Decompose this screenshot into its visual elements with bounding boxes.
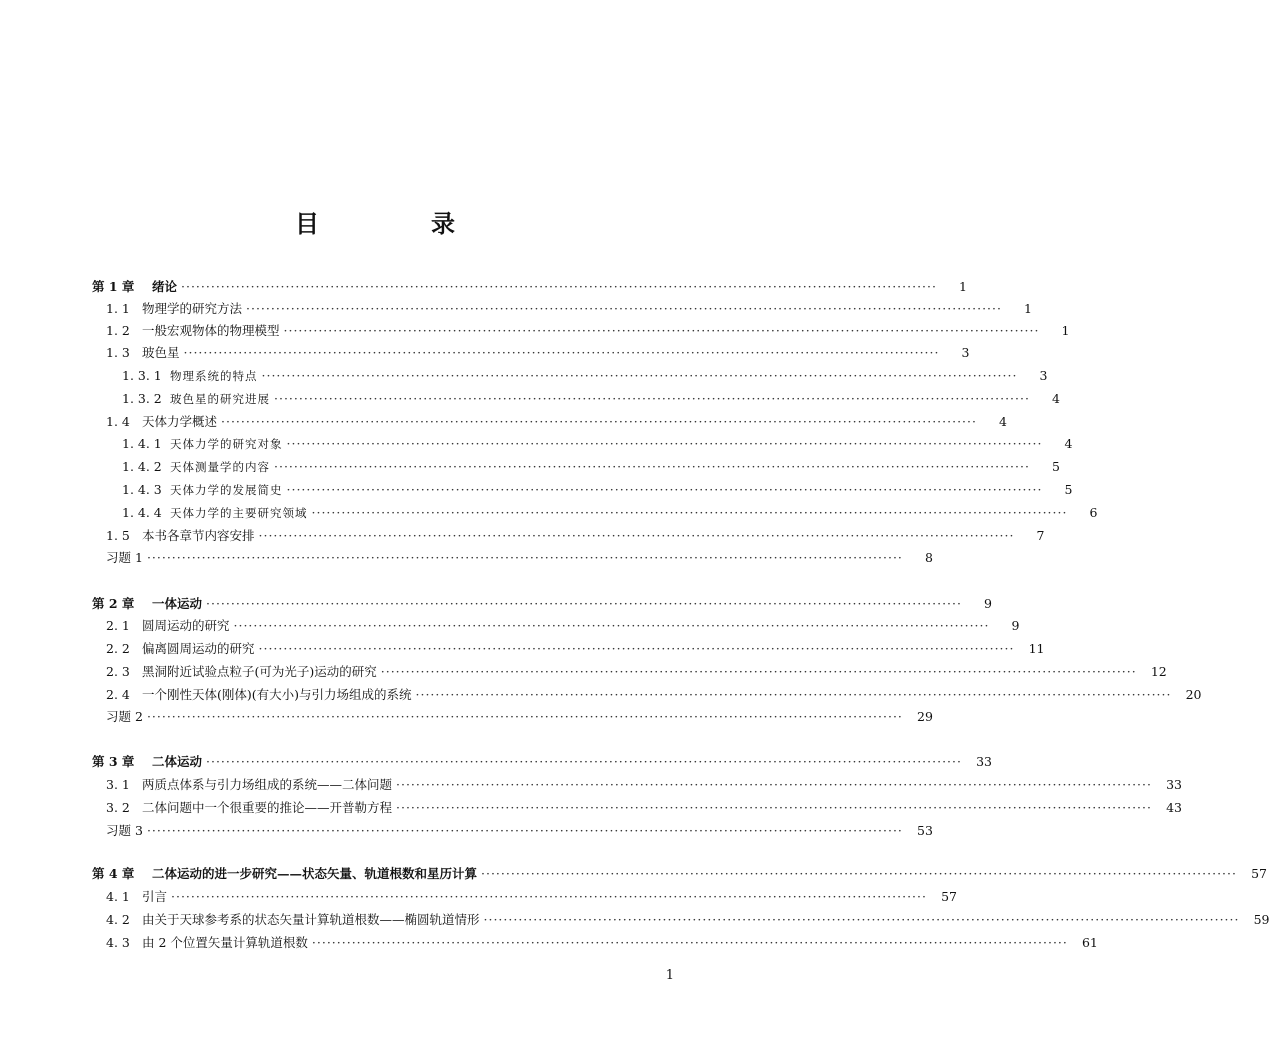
toc-title: 习题 3 bbox=[106, 823, 143, 838]
toc-page-number: 33 bbox=[1166, 777, 1182, 792]
dot-leader bbox=[396, 774, 1152, 796]
toc-page-number: 9 bbox=[1011, 618, 1020, 633]
toc-number: 1. 5 bbox=[106, 528, 130, 543]
toc-title: 二体问题中一个很重要的推论——开普勒方程 bbox=[142, 800, 393, 815]
toc-page-number: 57 bbox=[1251, 866, 1267, 881]
toc-section[interactable] bbox=[0, 615, 1020, 637]
dot-leader bbox=[284, 320, 1040, 342]
toc-number: 第 2 章 bbox=[92, 596, 135, 611]
dot-leader bbox=[312, 502, 1068, 524]
dot-leader bbox=[147, 820, 903, 842]
toc-title: 二体运动的进一步研究——状态矢量、轨道根数和星历计算 bbox=[152, 866, 478, 881]
dot-leader bbox=[246, 298, 1002, 320]
toc-page-number: 59 bbox=[1253, 912, 1269, 927]
toc-title: 玻色星 bbox=[142, 345, 180, 360]
toc-page-number: 9 bbox=[984, 596, 992, 611]
toc-number: 2. 3 bbox=[106, 664, 130, 679]
toc-number: 1. 4. 4 bbox=[122, 505, 162, 520]
toc-number: 第 1 章 bbox=[92, 279, 135, 294]
dot-leader bbox=[287, 479, 1043, 501]
toc-title: 天体测量学的内容 bbox=[170, 460, 270, 474]
toc-page-number: 1 bbox=[1061, 323, 1070, 338]
dot-leader bbox=[171, 886, 927, 908]
dot-leader bbox=[416, 684, 1172, 706]
toc-chapter-2[interactable] bbox=[0, 593, 992, 615]
toc-page-number: 1 bbox=[1024, 301, 1032, 316]
toc-subsection[interactable] bbox=[0, 365, 1048, 387]
toc-number: 4. 1 bbox=[106, 889, 130, 904]
toc-title: 圆周运动的研究 bbox=[142, 618, 230, 633]
toc-title: 习题 1 bbox=[106, 550, 143, 565]
toc-title: 本书各章节内容安排 bbox=[142, 528, 255, 543]
toc-title: 绪论 bbox=[152, 279, 178, 294]
dot-leader bbox=[206, 751, 962, 773]
toc-title: 玻色星的研究进展 bbox=[170, 392, 270, 406]
dot-leader bbox=[396, 797, 1152, 819]
toc-section[interactable] bbox=[0, 342, 970, 364]
toc-section[interactable] bbox=[0, 909, 1269, 931]
toc-section[interactable] bbox=[0, 774, 1182, 796]
toc-number: 1. 1 bbox=[106, 301, 130, 316]
toc-number: 2. 4 bbox=[106, 687, 130, 702]
toc-page-number: 11 bbox=[1028, 641, 1045, 656]
toc-section[interactable] bbox=[0, 932, 1098, 954]
dot-leader bbox=[147, 547, 903, 569]
toc-subsection[interactable] bbox=[0, 456, 1060, 478]
toc-number: 第 4 章 bbox=[92, 866, 135, 881]
toc-number: 1. 3 bbox=[106, 345, 130, 360]
toc-number: 第 3 章 bbox=[92, 754, 135, 769]
toc-number: 4. 3 bbox=[106, 935, 130, 950]
toc-subsection[interactable] bbox=[0, 433, 1073, 455]
toc-chapter-4[interactable] bbox=[0, 863, 1267, 885]
toc-title: 习题 2 bbox=[106, 709, 143, 724]
toc-section[interactable] bbox=[0, 320, 1070, 342]
toc-title: 两质点体系与引力场组成的系统——二体问题 bbox=[142, 777, 393, 792]
dot-leader bbox=[234, 615, 990, 637]
toc-title: 天体力学的主要研究领域 bbox=[170, 506, 308, 520]
dot-leader bbox=[484, 909, 1240, 931]
toc-title: 偏离圆周运动的研究 bbox=[142, 641, 255, 656]
dot-leader bbox=[274, 388, 1030, 410]
toc-title: 由关于天球参考系的状态矢量计算轨道根数——椭圆轨道情形 bbox=[142, 912, 480, 927]
toc-title: 一般宏观物体的物理模型 bbox=[142, 323, 280, 338]
toc-title: 物理系统的特点 bbox=[170, 369, 258, 383]
toc-subsection[interactable] bbox=[0, 479, 1073, 501]
toc-number: 2. 2 bbox=[106, 641, 130, 656]
toc-page-number: 7 bbox=[1036, 528, 1045, 543]
dot-leader bbox=[262, 365, 1018, 387]
toc-title: 由 2 个位置矢量计算轨道根数 bbox=[142, 935, 308, 950]
page-title: 目 录 bbox=[295, 209, 499, 238]
toc-number: 1. 4. 3 bbox=[122, 482, 162, 497]
toc-page-number: 3 bbox=[961, 345, 970, 360]
toc-page-number: 3 bbox=[1039, 368, 1048, 383]
dot-leader bbox=[274, 456, 1030, 478]
toc-title: 一个刚性天体(刚体)(有大小)与引力场组成的系统 bbox=[142, 687, 412, 702]
toc-subsection[interactable] bbox=[0, 502, 1098, 524]
toc-title: 物理学的研究方法 bbox=[142, 301, 243, 316]
toc-exercises[interactable] bbox=[0, 706, 950, 728]
toc-page-number: 8 bbox=[924, 550, 933, 565]
toc-title: 二体运动 bbox=[152, 754, 203, 769]
toc-subsection[interactable] bbox=[0, 388, 1060, 410]
toc-chapter-3[interactable] bbox=[0, 751, 992, 773]
toc-page-number: 4 bbox=[1064, 436, 1073, 451]
toc-number: 2. 1 bbox=[106, 618, 130, 633]
toc-page-number: 43 bbox=[1166, 800, 1182, 815]
toc-exercises[interactable] bbox=[0, 547, 950, 569]
toc-section[interactable] bbox=[0, 797, 1182, 819]
toc-section[interactable] bbox=[0, 638, 1045, 660]
toc-page-number: 6 bbox=[1089, 505, 1098, 520]
toc-page-number: 5 bbox=[1064, 482, 1073, 497]
dot-leader bbox=[206, 593, 962, 615]
dot-leader bbox=[287, 433, 1043, 455]
toc-title: 黑洞附近试验点粒子(可为光子)运动的研究 bbox=[142, 664, 377, 679]
toc-number: 4. 2 bbox=[106, 912, 130, 927]
toc-section[interactable] bbox=[0, 411, 1007, 433]
toc-page-number: 4 bbox=[1052, 391, 1060, 406]
toc-page-number: 29 bbox=[917, 709, 933, 724]
toc-exercises[interactable] bbox=[0, 820, 950, 842]
toc-page-number: 5 bbox=[1052, 459, 1060, 474]
toc-number: 1. 2 bbox=[106, 323, 130, 338]
toc-page-number: 4 bbox=[999, 414, 1007, 429]
toc-number: 1. 4. 1 bbox=[122, 436, 162, 451]
toc-page-number: 53 bbox=[917, 823, 933, 838]
page-folio: 1 bbox=[665, 968, 674, 983]
toc-page-number: 12 bbox=[1150, 664, 1167, 679]
dot-leader bbox=[221, 411, 977, 433]
toc-number: 1. 4. 2 bbox=[122, 459, 162, 474]
toc-page-number: 20 bbox=[1185, 687, 1202, 702]
dot-leader bbox=[312, 932, 1068, 954]
toc-title: 天体力学的发展简史 bbox=[170, 483, 283, 497]
toc-page-number: 1 bbox=[959, 279, 967, 294]
toc-chapter-1[interactable] bbox=[0, 276, 967, 298]
toc-title: 天体力学的研究对象 bbox=[170, 437, 283, 451]
toc-number: 3. 1 bbox=[106, 777, 130, 792]
dot-leader bbox=[481, 863, 1237, 885]
toc-section[interactable] bbox=[0, 525, 1045, 547]
dot-leader bbox=[259, 638, 1015, 660]
toc-title: 引言 bbox=[142, 889, 168, 904]
toc-number: 1. 3. 1 bbox=[122, 368, 162, 383]
toc-title: 天体力学概述 bbox=[142, 414, 218, 429]
toc-number: 1. 3. 2 bbox=[122, 391, 162, 406]
dot-leader bbox=[147, 706, 903, 728]
toc-number: 1. 4 bbox=[106, 414, 130, 429]
toc-section[interactable] bbox=[0, 661, 1167, 683]
dot-leader bbox=[181, 276, 937, 298]
dot-leader bbox=[259, 525, 1015, 547]
toc-page-number: 57 bbox=[941, 889, 957, 904]
toc-number: 3. 2 bbox=[106, 800, 130, 815]
toc-section[interactable] bbox=[0, 886, 957, 908]
dot-leader bbox=[184, 342, 940, 364]
toc-section[interactable] bbox=[0, 684, 1202, 706]
toc-page-number: 33 bbox=[976, 754, 992, 769]
toc-section[interactable] bbox=[0, 298, 1032, 320]
toc-page-number: 61 bbox=[1081, 935, 1098, 950]
toc-title: 一体运动 bbox=[152, 596, 203, 611]
dot-leader bbox=[381, 661, 1137, 683]
